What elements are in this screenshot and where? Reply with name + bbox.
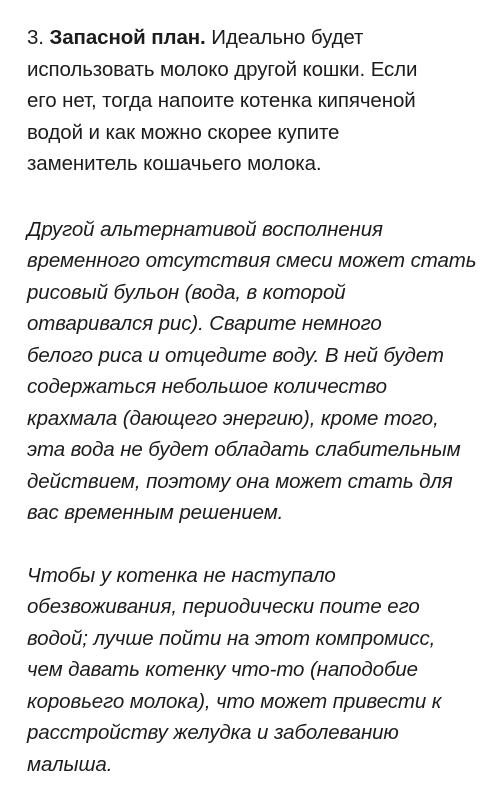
paragraph-line: Другой альтернативой восполнения <box>27 217 383 241</box>
paragraph-line: эта вода не будет обладать слабительным <box>27 438 461 461</box>
paragraph-line: его нет, тогда напоите котенка кипяченой <box>27 89 416 112</box>
paragraph-line: водой; лучше пойти на этот компромисс, <box>27 626 436 650</box>
paragraph-line: крахмала (дающего энергию), кроме того, <box>27 406 439 430</box>
paragraph-line <box>27 22 462 54</box>
paragraph-line: Чтобы у котенка не наступало <box>27 563 336 587</box>
paragraph-fallback-plan <box>27 22 462 180</box>
paragraph-heading: Запасной план. <box>49 26 206 49</box>
paragraph-line: чем давать котенку что-то (наподобие <box>27 658 418 681</box>
paragraph-line: обезвоживания, периодически поите его <box>27 595 420 618</box>
paragraph-rice-broth <box>27 214 477 529</box>
paragraph-line: расстройству желудка и заболеванию <box>27 721 399 744</box>
paragraph-line: содержаться небольшое количество <box>27 375 387 398</box>
paragraph-line: коровьего молока), что может привести к <box>27 689 442 713</box>
paragraph-line: вас временным решением. <box>27 501 284 524</box>
paragraph-line: водой и как можно скорее купите <box>27 120 340 144</box>
list-number: 3. <box>27 26 44 49</box>
paragraph-line-text: Идеально будет <box>211 26 364 49</box>
paragraph-spacer <box>27 180 462 214</box>
paragraph-line: использовать молоко другой кошки. Если <box>27 57 418 81</box>
paragraph-line: временного отсутствия смеси может стать <box>27 249 477 272</box>
paragraph-line: заменитель кошачьего молока. <box>27 152 322 175</box>
paragraph-spacer <box>27 529 462 560</box>
paragraph-line: белого риса и отцедите воду. В ней будет <box>27 343 444 367</box>
paragraph-line: отваривался рис). Сварите немного <box>27 312 382 335</box>
paragraph-line: рисовый бульон (вода, в которой <box>27 280 346 304</box>
paragraph-dehydration <box>27 560 462 781</box>
paragraph-line: малыша. <box>27 752 113 776</box>
paragraph-line: действием, поэтому она может стать для <box>27 469 453 493</box>
